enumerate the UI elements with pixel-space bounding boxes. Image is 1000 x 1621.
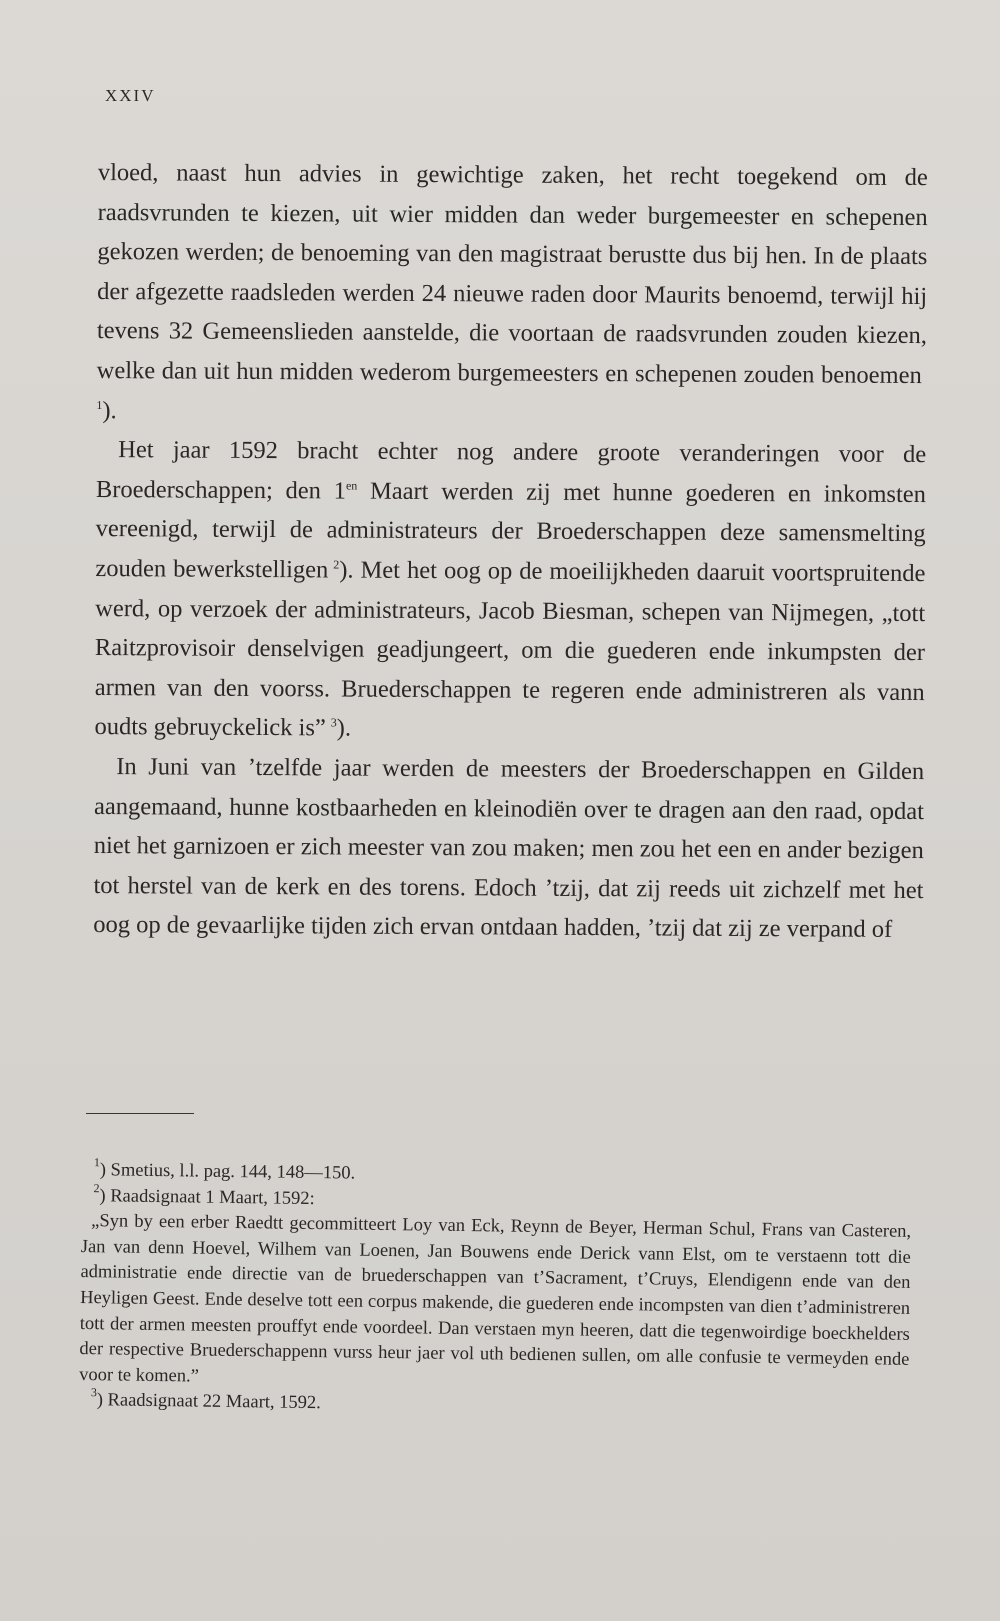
paragraph-1: [96, 153, 928, 435]
paragraph-3: In Juni van ’tzelfde jaar werden de meesters der Broederschappen en Gilden aangemaand, hunne kostbaarheden en kleinodiën over te dragen aan den raad, opdat niet het garnizoen er zich meester van zou maken; men zou het een en ander bezigen tot herstel van de kerk en des torens. Edoch ’tzij, dat zij reeds uit zichzelf met het oog op de gevaarlijke tijden zich ervan ontdaan hadden, ’tzij dat zij ze verpand of: [93, 753, 925, 944]
main-text: [93, 153, 928, 950]
footnote-2-quote: „Syn by een erber Raedtt gecommitteert Loy van Eck, Reynn de Beyer, Herman Schul, Frans van Casteren, Jan van denn Hoevel, Wilhem van Loenen, Jan Bouwens ende Derick vann Elst, om te verstaenn tott die administratie ende directie van de bruederschappen van t’Sacrament, t’Cruys, Elendigenn ende van den Heyligen Geest. Ende deselve tott een corpus makende, die guederen ende incompsten van dien t’administreren tott der armen meesten prouffyt ende voordeel. Dan verstaen myn heeren, datt die tegenwoirdige boeckhelders der respective Bruederschappenn vurss heur jaer vol uth bedienen sullen, om alle confusie te vermeyden ende voor te komen.”: [79, 1211, 912, 1387]
footnote-2-text: ) Raadsignaat 1 Maart, 1592:: [99, 1185, 315, 1209]
footnote-2-number: 2: [93, 1180, 100, 1195]
paragraph-2-text: Het jaar 1592 bracht echter nog andere groote veranderingen voor de Broederschappen; den 1: [95, 436, 927, 505]
footnote-1-number: 1: [93, 1155, 101, 1170]
footnote-3-text: ) Raadsignaat 22 Maart, 1592.: [96, 1390, 321, 1414]
page-number: XXIV: [105, 86, 156, 105]
paragraph-2: [94, 430, 926, 752]
paragraph-1-end: ).: [102, 396, 117, 424]
footnotes: [79, 1155, 912, 1425]
note-ref-2: 2: [333, 557, 340, 572]
footnote-3-number: 3: [90, 1385, 98, 1400]
footnote-1-text: ) Smetius, l.l. pag. 144, 148—150.: [99, 1160, 356, 1184]
paragraph-2-part2: Maart werden zij met hunne goederen en inkomsten vereenigd, terwijl de administrateurs der Broederschappen deze samensmelting zouden bewerkstelligen: [95, 477, 927, 584]
note-ref-3: 3: [330, 715, 337, 730]
superscript-en: en: [345, 478, 358, 493]
note-ref-1: 1: [96, 397, 103, 412]
paragraph-2-part3: ). Met het oog op de moeilijkheden daaruit voortspruitende werd, op verzoek der administrateurs, Jacob Biesman, schepen van Nijmegen, „tott Raitzprovisoir denselvigen geadjungeert, om die guederen ende inkumpsten der armen van den voorss. Bruederschappen te regeren ende administreren als vann oudts gebruyckelick is”: [94, 556, 926, 742]
footnote-divider: [86, 1113, 194, 1114]
paragraph-2-end: ).: [336, 714, 352, 742]
paragraph-1-text: vloed, naast hun advies in gewichtige zaken, het recht toegekend om de raadsvrunden te kiezen, uit wier midden dan weder burgemeester en schepenen gekozen werden; de benoeming van den magistraat berustte dus bij hen. In de plaats der afgezette raadsleden werden 24 nieuwe raden door Maurits benoemd, terwijl hij tevens 32 Gemeenslieden aanstelde, die voortaan de raadsvrunden zouden kiezen, welke dan uit hun midden wederom burgemeesters en schepenen zouden benoemen: [96, 158, 928, 390]
